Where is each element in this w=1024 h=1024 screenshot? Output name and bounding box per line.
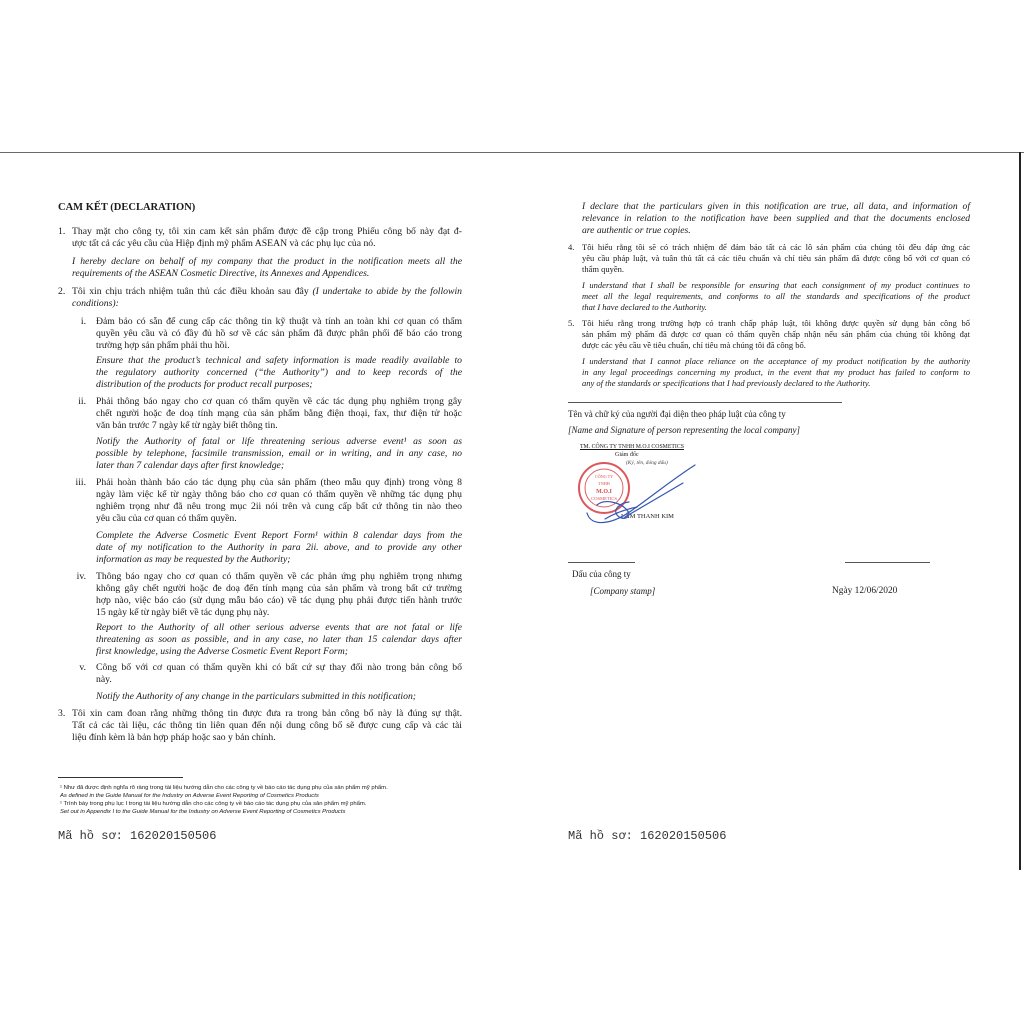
text-line: first knowledge, using the Adverse Cosmetic Event Report Form; (96, 646, 348, 657)
signature-label-en: [Name and Signature of person representing the local company] (568, 425, 800, 435)
text-line: I understand that I cannot place reliance on the acceptance of my product notification by the authority (582, 356, 970, 366)
top-page-edge (0, 152, 1024, 153)
text-line: Report to the Authority of all other serious adverse events that are not fatal or life (96, 622, 462, 633)
item-2-vi-text: Tôi xin chịu trách nhiệm tuân thủ các điều khoản sau đây (72, 286, 309, 297)
text-line: Notify the Authority of any change in the particulars submitted in this notification; (96, 691, 417, 702)
item-5-number: 5. (568, 318, 575, 328)
text-line: the regulatory authority concerned (“the Authority”) and to keep records of the (96, 367, 462, 378)
signer-title: Giám đốc (615, 452, 639, 458)
text-line: Thay mặt cho công ty, tôi xin cam kết sản phẩm được đề cập trong Phiếu công bố này đạt đ- (72, 226, 462, 237)
text-line: I hereby declare on behalf of my company that the product in the notification meets all the (72, 256, 462, 267)
signer-name: LÂM THANH KIM (621, 513, 674, 520)
item-3-number: 3. (58, 708, 66, 719)
text-line: ược tất cả các yêu cầu của Hiệp định mỹ phẩm ASEAN và các phụ lục của nó. (72, 238, 376, 249)
declaration-heading: CAM KẾT (DECLARATION) (58, 202, 196, 213)
text-line: information as may be requested by the Authority; (96, 554, 291, 565)
text-line: chết người hoặc đe doạ tính mạng của sản phẩm bằng điện thoại, fax, thư điện tử hoặc (96, 408, 462, 419)
text-line: requirements of the ASEAN Cosmetic Directive, its Annexes and Appendices. (72, 268, 370, 279)
footnote-rule (58, 777, 183, 778)
text-line: I declare that the particulars given in this notification are true, all data, and information of (582, 201, 970, 212)
footnote-2-en: Set out in Appendix I to the Guide Manual for the Industry on Adverse Event Reporting of Cosmetics Products (60, 809, 346, 815)
text-line: Ensure that the product’s technical and safety information is made readily available to (96, 355, 462, 366)
signature-scribble (575, 455, 715, 530)
item-2-number: 2. (58, 286, 66, 297)
text-line: văn bản trước 7 ngày kể từ ngày biết thông tin. (96, 420, 278, 431)
text-line: distribution of the products for product recall purposes; (96, 379, 313, 390)
sub-ii-number: ii. (78, 396, 86, 407)
company-stamp-label-en: [Company stamp] (590, 586, 656, 596)
text-line: yêu cầu pháp luật, và tuân thủ tất cả các tiêu chuẩn và chỉ tiêu sản phẩm đã được công bố với cơ quan có (582, 253, 970, 263)
footnote-1-vi: ¹ Như đã được định nghĩa rõ ràng trong tài liệu hướng dẫn cho các công ty về báo cáo tác dụng phụ của sản phẩm mỹ phẩm. (60, 785, 388, 791)
text-line: Phải thông báo ngay cho cơ quan có thẩm quyền về các tác dụng phụ nghiêm trọng gây (96, 396, 462, 407)
text-line: này. (96, 674, 112, 685)
stamp-text: COSMETICS (591, 496, 617, 501)
text-line: I understand that I shall be responsible for ensuring that each consignment of my product continues to (582, 280, 970, 290)
text-line (72, 286, 462, 298)
text-line: that I have declared to the Authority. (582, 302, 707, 312)
date-rule (845, 562, 930, 563)
file-code-left: Mã hồ sơ: 162020150506 (58, 829, 217, 843)
text-line: meet all the legal requirements, and conforms to all the standards and specifications of the product (582, 291, 970, 301)
text-line: conditions): (72, 298, 119, 309)
text-line: possible by telephone, facsimile transmission, email or in writing, and in any case, no (96, 448, 462, 459)
sub-iv-number: iv. (76, 571, 86, 582)
right-page-edge (1019, 152, 1021, 870)
text-line: ngày làm việc kể từ ngày thông báo cho cơ quan có thẩm quyền về những tác dụng phụ (96, 489, 462, 500)
text-line: Tôi xin cam đoan rằng những thông tin được đưa ra trong bản công bố này là đúng sự thật. (72, 708, 462, 719)
stamp-company-line: TM. CÔNG TY TNHH M.O.I COSMETICS (580, 444, 684, 450)
text-line: are authentic or true copies. (582, 225, 691, 236)
text-line: nghiêm trọng như đã nêu trong mục 2ii nói trên và cung cấp bất cứ thông tin nào theo (96, 501, 462, 512)
stamp-text: TNHH (598, 481, 610, 486)
text-line: in any legal proceedings concerning my product, in the event that my product has failed to conform to (582, 367, 970, 377)
text-line: không gây chết người hoặc đe doạ đến tính mạng của sản phẩm và trong bất cứ trường (96, 583, 462, 594)
sub-iii-number: iii. (75, 477, 86, 488)
signature-rule (568, 402, 842, 403)
text-line: hợp nào, việc báo cáo (sử dụng mẫu báo cáo) về tác dụng phụ phải được tiến hành trước (96, 595, 462, 606)
text-line: any of the standards or specifications that I had previously declared to the Authority. (582, 378, 871, 388)
item-2-en-text: (I undertake to abide by the followin (312, 286, 463, 297)
text-line: Phải hoàn thành báo cáo tác dụng phụ của sản phẩm (theo mẫu quy định) trong vòng 8 (96, 477, 462, 488)
sub-v-number: v. (79, 662, 86, 673)
footnote-1-en: As defined in the Guide Manual for the Industry on Adverse Event Reporting of Cosmetics Products (60, 793, 319, 799)
text-line: Notify the Authority of fatal or life threatening serious adverse event¹ as soon as (96, 436, 462, 447)
text-line: Thông báo ngay cho cơ quan có thẩm quyền về các phản ứng phụ nghiêm trọng nhưng (96, 571, 462, 582)
signature-label-vi: Tên và chữ ký của người đại diện theo pháp luật của công ty (568, 409, 786, 419)
text-line: Công bố với cơ quan có thẩm quyền khi có bất cứ sự thay đổi nào trong bản công bố (96, 662, 462, 673)
sub-i-number: i. (80, 316, 86, 327)
stamp-rule (568, 562, 635, 563)
item-1-number: 1. (58, 226, 66, 237)
text-line: Complete the Adverse Cosmetic Event Report Form¹ within 8 calendar days from the (96, 530, 462, 541)
text-line: relevance in relation to the notification have been supplied and that the documents enclosed (582, 213, 970, 224)
text-line: trường hợp sản phẩm phải thu hồi. (96, 340, 230, 351)
signing-date: Ngày 12/06/2020 (832, 586, 898, 596)
text-line: 15 ngày kể từ ngày biết về tác dụng phụ này. (96, 607, 270, 618)
text-line: Đảm bảo có sẵn để cung cấp các thông tin kỹ thuật và tính an toàn khi cơ quan có thẩm (96, 316, 462, 327)
stamp-text: CÔNG TY (594, 474, 614, 479)
company-stamp-label-vi: Dấu của công ty (572, 569, 631, 579)
stamp-text: M.O.I (596, 489, 612, 495)
item-4-number: 4. (568, 242, 575, 252)
signer-note: (Ký, tên, đóng dấu) (626, 460, 668, 466)
text-line: thẩm quyền. (582, 264, 625, 274)
text-line: yêu cầu của cơ quan có thẩm quyền. (96, 513, 237, 524)
text-line: later than 7 calendar days after first knowledge; (96, 460, 285, 471)
text-line: date of my notification to the Authority in para 2ii. above, and to provide any other (96, 542, 462, 553)
text-line: Tôi hiểu rằng tôi sẽ có trách nhiệm để đảm bảo tất cả các lô sản phẩm của chúng tôi đều đáp ứng các (582, 242, 970, 252)
file-code-right: Mã hồ sơ: 162020150506 (568, 829, 727, 843)
footnote-2-vi: ¹ Trình bày trong phụ lục I trong tài liệu hướng dẫn cho các công ty về báo cáo tác dụng phụ của sản phẩm mỹ phẩm. (60, 801, 367, 807)
text-line: Tất cả các tài liệu, các thông tin liên quan đến nội dung công bố sẽ được cung cấp và các tài (72, 720, 462, 731)
text-line: quyền yêu cầu và có đầy đủ hồ sơ về các sản phẩm đã được phân phối để báo cáo trong (96, 328, 462, 339)
text-line: Tôi hiểu rằng trong trường hợp có tranh chấp pháp luật, tôi không được quyền sử dụng bản công bố (582, 318, 970, 328)
text-line: sản phẩm mỹ phẩm đã được cơ quan có thẩm quyền chấp nhận nếu sản phẩm của chúng tôi không đạt (582, 329, 970, 339)
text-line: liệu đính kèm là bản hợp pháp hoặc sao y bản chính. (72, 732, 276, 743)
text-line: threatening as soon as possible, and in any case, no later than 15 calendar days after (96, 634, 462, 645)
text-line: được các yêu cầu về tiêu chuẩn, chỉ tiêu mà chúng tôi đã công bố. (582, 340, 806, 350)
